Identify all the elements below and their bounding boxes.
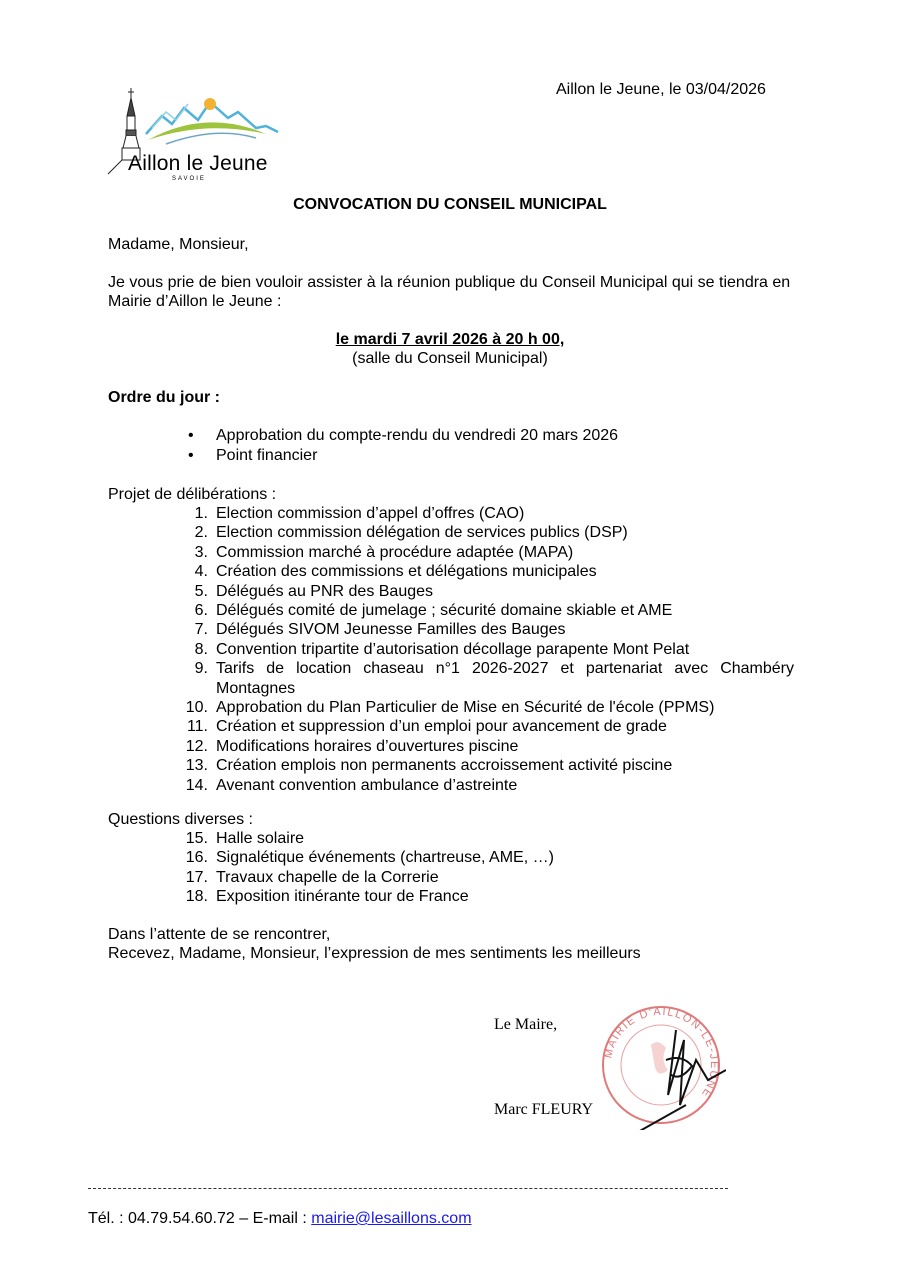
list-item: • Point financier <box>188 447 318 464</box>
contact-phone: Tél. : 04.79.54.60.72 – E-mail : <box>88 1210 312 1227</box>
agenda-list <box>188 426 618 466</box>
list-item: 17. Travaux chapelle de la Correrie <box>185 868 439 886</box>
list-item: 11. Création et suppression d’un emploi pour avancement de grade <box>186 718 667 736</box>
list-item: 16. Signalétique événements (chartreuse, AME, …) <box>185 849 554 867</box>
list-item: • Approbation du compte-rendu du vendredi 20 mars 2026 <box>188 427 619 444</box>
deliberations-list <box>108 504 794 795</box>
list-item: 7. Délégués SIVOM Jeunesse Familles des Bauges <box>194 621 566 639</box>
list-item: 12. Modifications horaires d’ouvertures piscine <box>185 737 519 755</box>
list-item: 5. Délégués au PNR des Bauges <box>194 582 434 600</box>
meeting-place: (salle du Conseil Municipal) <box>352 350 548 367</box>
bullet-icon: • <box>188 427 194 444</box>
meeting-info <box>0 330 900 368</box>
list-item: 13. Création emplois non permanents accroissement activité piscine <box>185 757 673 775</box>
signature-name: Marc FLEURY <box>494 1101 594 1118</box>
email-link[interactable]: mairie@lesaillons.com <box>311 1210 472 1227</box>
list-item: 9. Tarifs de location chaseau n°1 2026-2027 et partenariat avec Chambéry Montagnes <box>194 660 794 697</box>
svg-text:MAIRIE D'AILLON-LE-JEUNE: MAIRIE D'AILLON-LE-JEUNE <box>602 1005 721 1101</box>
logo-subtitle: SAVOIE <box>172 176 206 182</box>
list-item: 8. Convention tripartite d’autorisation décollage parapente Mont Pelat <box>194 640 690 658</box>
footer-divider <box>88 1188 728 1189</box>
salutation: Madame, Monsieur, <box>108 236 249 253</box>
meeting-date: le mardi 7 avril 2026 à 20 h 00, <box>335 331 565 348</box>
agenda-heading: Ordre du jour : <box>108 389 220 406</box>
signature-role: Le Maire, <box>494 1016 558 1033</box>
deliberations-heading: Projet de délibérations : <box>108 486 277 503</box>
closing <box>108 925 798 963</box>
list-item: 2. Election commission délégation de services publics (DSP) <box>194 524 628 542</box>
list-item: 14. Avenant convention ambulance d’astreinte <box>185 776 518 794</box>
questions-list <box>108 829 794 907</box>
closing-line: Dans l’attente de se rencontrer, <box>108 926 331 943</box>
list-item: 6. Délégués comité de jumelage ; sécurité domaine skiable et AME <box>194 602 673 620</box>
list-item: 15. Halle solaire <box>185 830 305 847</box>
place-date: Aillon le Jeune, le 03/04/2026 <box>556 81 766 98</box>
closing-line: Recevez, Madame, Monsieur, l’expression de mes sentiments les meilleurs <box>108 945 641 962</box>
questions-heading: Questions diverses : <box>108 811 253 828</box>
list-item: 4. Création des commissions et délégations municipales <box>194 563 597 581</box>
list-item: 18. Exposition itinérante tour de France <box>185 888 469 906</box>
list-item: 10. Approbation du Plan Particulier de Mise en Sécurité de l'école (PPMS) <box>185 699 715 717</box>
list-item: 3. Commission marché à procédure adaptée (MAPA) <box>194 543 574 561</box>
document-title: CONVOCATION DU CONSEIL MUNICIPAL <box>293 196 607 213</box>
logo-name: Aillon le Jeune <box>128 152 268 175</box>
footer-contact <box>88 1210 472 1228</box>
official-stamp <box>596 1000 726 1130</box>
intro-paragraph: Je vous prie de bien vouloir assister à la réunion publique du Conseil Municipal qui se tiendra en Mairie d’Aillon le Jeune : <box>108 274 791 310</box>
hill-icon <box>148 122 266 140</box>
sun-icon <box>204 98 216 110</box>
bullet-icon: • <box>188 447 194 464</box>
list-item: 1. Election commission d’appel d’offres (CAO) <box>194 505 525 522</box>
